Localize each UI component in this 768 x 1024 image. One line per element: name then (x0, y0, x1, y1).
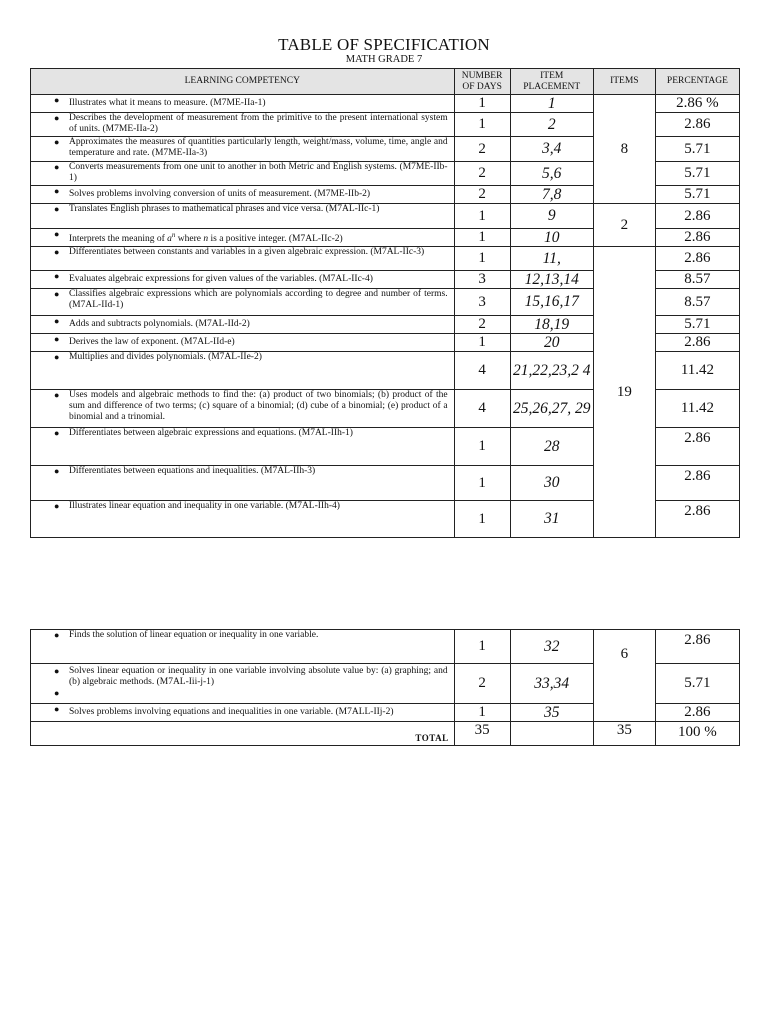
competency-cell: ● Differentiates between constants and variables in a given algebraic expression. (M7AL-IIc-3) (31, 247, 455, 271)
competency-cell: ● Classifies algebraic expressions which are polynomials according to degree and number of terms. (M7AL-IId-1) (31, 289, 455, 316)
bullet-icon: ● (54, 289, 60, 299)
percentage-cell: 5.71 (655, 186, 739, 204)
bullet-icon: ● (54, 271, 60, 281)
specification-table (30, 68, 740, 538)
percentage-cell: 2.86 (655, 204, 739, 229)
page-title: TABLE OF SPECIFICATION (278, 35, 490, 54)
days-cell: 2 (454, 186, 510, 204)
placement-cell: 5,6 (510, 162, 593, 186)
table-row (31, 630, 740, 664)
bullet-icon: ● (54, 704, 60, 714)
days-cell: 1 (454, 204, 510, 229)
competency-cell: ● Illustrates what it means to measure. (M7ME-IIa-1) (31, 95, 455, 113)
days-cell: 1 (454, 95, 510, 113)
specification-table-continued (30, 629, 740, 746)
days-cell: 1 (454, 334, 510, 352)
competency-cell: ● Differentiates between algebraic expressions and equations. (M7AL-IIh-1) (31, 428, 455, 466)
placement-cell: 12,13,14 (510, 271, 593, 289)
percentage-cell: 2.86 (655, 334, 739, 352)
percentage-cell: 8.57 (655, 289, 739, 316)
total-days: 35 (454, 722, 510, 746)
placement-cell: 21,22,23,2 4 (510, 352, 593, 390)
competency-cell: ● Approximates the measures of quantities particularly length, weight/mass, volume, time, angle and temperature and rate. (M7ME-IIa-3) (31, 137, 455, 162)
bullet-icon: ● (54, 204, 60, 214)
competency-cell: ● Adds and subtracts polynomials. (M7AL-IId-2) (31, 316, 455, 334)
days-cell: 3 (454, 289, 510, 316)
competency-cell: ● Differentiates between equations and inequalities. (M7AL-IIh-3) (31, 466, 455, 501)
competency-cell: ● Uses models and algebraic methods to find the: (a) product of two binomials; (b) product of the sum and difference of two terms; (c) square of a binomial; (d) cube of a binomial; (e) product of a binomial and a trinomial. (31, 390, 455, 428)
competency-cell: ● Evaluates algebraic expressions for given values of the variables. (M7AL-IIc-4) (31, 271, 455, 289)
items-cell: 19 (593, 247, 655, 538)
percentage-cell: 5.71 (655, 162, 739, 186)
total-row (31, 722, 740, 746)
header-competency: LEARNING COMPETENCY (31, 69, 455, 95)
percentage-cell: 2.86 (655, 113, 739, 137)
placement-cell: 25,26,27, 29 (510, 390, 593, 428)
days-cell: 4 (454, 352, 510, 390)
competency-cell: ● Solves problems involving conversion of units of measurement. (M7ME-IIb-2) (31, 186, 455, 204)
days-cell: 1 (454, 229, 510, 247)
placement-cell: 30 (510, 466, 593, 501)
table-row (31, 204, 740, 229)
competency-cell: ● Translates English phrases to mathematical phrases and vice versa. (M7AL-IIc-1) (31, 204, 455, 229)
placement-cell: 11, (510, 247, 593, 271)
total-items: 35 (593, 722, 655, 746)
percentage-cell: 11.42 (655, 390, 739, 428)
bullet-icon: ● (54, 229, 60, 239)
bullet-icon: ● (54, 316, 60, 326)
percentage-cell: 2.86 (655, 229, 739, 247)
competency-cell: ● Multiplies and divides polynomials. (M7AL-IIe-2) (31, 352, 455, 390)
days-cell: 1 (454, 466, 510, 501)
days-cell: 2 (454, 162, 510, 186)
percentage-cell: 5.71 (655, 664, 739, 704)
competency-cell: ● Solves problems involving equations and inequalities in one variable. (M7ALL-IIj-2) (31, 704, 455, 722)
total-label: TOTAL (31, 722, 455, 746)
bullet-icon: ● (54, 630, 60, 640)
bullet-icon: ● (54, 247, 60, 257)
placement-cell: 3,4 (510, 137, 593, 162)
table-row (31, 95, 740, 113)
competency-cell: ● Interprets the meaning of $a^n$ where n is a positive integer. (M7AL-IIc-2) (31, 229, 455, 247)
bullet-icon: ● (54, 186, 60, 196)
percentage-cell: 2.86 (655, 466, 739, 501)
percentage-cell: 2.86 (655, 630, 739, 664)
percentage-cell: 5.71 (655, 137, 739, 162)
days-cell: 1 (454, 247, 510, 271)
items-cell: 2 (593, 204, 655, 247)
days-cell: 1 (454, 704, 510, 722)
days-cell: 1 (454, 630, 510, 664)
total-placement (510, 722, 593, 746)
bullet-icon: ● (54, 428, 60, 438)
percentage-cell: 2.86 (655, 501, 739, 538)
page-subtitle: MATH GRADE 7 (345, 54, 423, 65)
bullet-icon: ● (54, 390, 60, 400)
items-cell: 8 (593, 95, 655, 204)
bullet-icon: ● (54, 352, 60, 362)
days-cell: 3 (454, 271, 510, 289)
days-cell: 4 (454, 390, 510, 428)
placement-cell: 7,8 (510, 186, 593, 204)
placement-cell: 28 (510, 428, 593, 466)
header-days: NUMBER OF DAYS (454, 69, 510, 95)
total-percentage: 100 % (655, 722, 739, 746)
header-placement: ITEM PLACEMENT (510, 69, 593, 95)
placement-cell: 33,34 (510, 664, 593, 704)
days-cell: 1 (454, 428, 510, 466)
placement-cell: 2 (510, 113, 593, 137)
bullet-icon: ● (54, 162, 60, 172)
placement-cell: 35 (510, 704, 593, 722)
bullet-icon: ● (54, 501, 60, 511)
table-row (31, 247, 740, 271)
placement-cell: 32 (510, 630, 593, 664)
days-cell: 2 (454, 316, 510, 334)
placement-cell: 15,16,17 (510, 289, 593, 316)
bullet-icon: ● (54, 113, 60, 123)
header-items: ITEMS (593, 69, 655, 95)
competency-cell: ● Solves linear equation or inequality in one variable involving absolute value by: (a) graphing; and (b) algebraic methods. (M7AL-Iii-j-1) ● (31, 664, 455, 704)
percentage-cell: 2.86 (655, 428, 739, 466)
days-cell: 2 (454, 664, 510, 704)
bullet-icon: ● (54, 137, 60, 147)
percentage-cell: 8.57 (655, 271, 739, 289)
header-percentage: PERCENTAGE (655, 69, 739, 95)
days-cell: 2 (454, 137, 510, 162)
percentage-cell: 11.42 (655, 352, 739, 390)
percentage-cell: 5.71 (655, 316, 739, 334)
competency-cell: ● Converts measurements from one unit to another in both Metric and English systems. (M7ME-IIb-1) (31, 162, 455, 186)
days-cell: 1 (454, 113, 510, 137)
days-cell: 1 (454, 501, 510, 538)
percentage-cell: 2.86 (655, 704, 739, 722)
competency-cell: ● Finds the solution of linear equation or inequality in one variable. (31, 630, 455, 664)
bullet-icon: ● (54, 666, 60, 676)
bullet-icon: ● (54, 466, 60, 476)
competency-cell: ● Derives the law of exponent. (M7AL-IId-e) (31, 334, 455, 352)
placement-cell: 10 (510, 229, 593, 247)
placement-cell: 18,19 (510, 316, 593, 334)
placement-cell: 31 (510, 501, 593, 538)
header-row (31, 69, 740, 95)
bullet-icon: ● (54, 688, 60, 698)
percentage-cell: 2.86 % (655, 95, 739, 113)
competency-cell: ● Describes the development of measurement from the primitive to the present international system of units. (M7ME-IIa-2) (31, 113, 455, 137)
bullet-icon: ● (54, 334, 60, 344)
placement-cell: 1 (510, 95, 593, 113)
percentage-cell: 2.86 (655, 247, 739, 271)
items-cell: 6 (593, 630, 655, 722)
bullet-icon: ● (54, 95, 60, 105)
placement-cell: 9 (510, 204, 593, 229)
competency-cell: ● Illustrates linear equation and inequality in one variable. (M7AL-IIh-4) (31, 501, 455, 538)
placement-cell: 20 (510, 334, 593, 352)
